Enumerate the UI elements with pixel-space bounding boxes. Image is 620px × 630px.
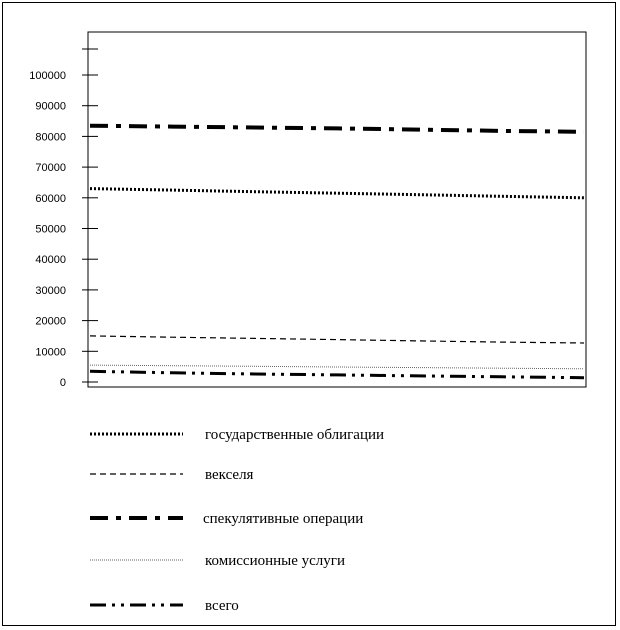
y-tick-label: 80000: [35, 131, 66, 144]
series-line-gov: [90, 189, 584, 198]
legend-label-bills: векселя: [205, 467, 254, 483]
legend-label-comm: комиссионные услуги: [205, 553, 345, 569]
series-layer: [90, 126, 584, 378]
y-tick-label: 10000: [35, 346, 66, 359]
legend-label-spec: спекулятивные операции: [203, 511, 364, 527]
series-line-comm: [90, 365, 584, 369]
y-tick-label: 0: [59, 377, 66, 389]
y-tick-label: 40000: [35, 254, 66, 267]
legend-label-gov: государственные облигации: [205, 427, 385, 443]
y-tick-label: 90000: [35, 100, 66, 113]
series-line-total: [90, 371, 584, 377]
legend-label-total: всего: [205, 598, 239, 614]
y-tick-label: 30000: [35, 284, 66, 297]
y-tick-label: 70000: [35, 162, 66, 175]
y-tick-label: 50000: [35, 223, 66, 236]
y-tick-label: 100000: [29, 70, 66, 82]
y-tick-label: 60000: [35, 192, 66, 205]
plot-area: [88, 32, 586, 387]
legend: [90, 427, 384, 614]
series-line-bills: [90, 336, 584, 343]
y-tick-label: 20000: [35, 315, 66, 328]
series-line-spec: [90, 126, 584, 132]
y-axis: [29, 32, 98, 389]
